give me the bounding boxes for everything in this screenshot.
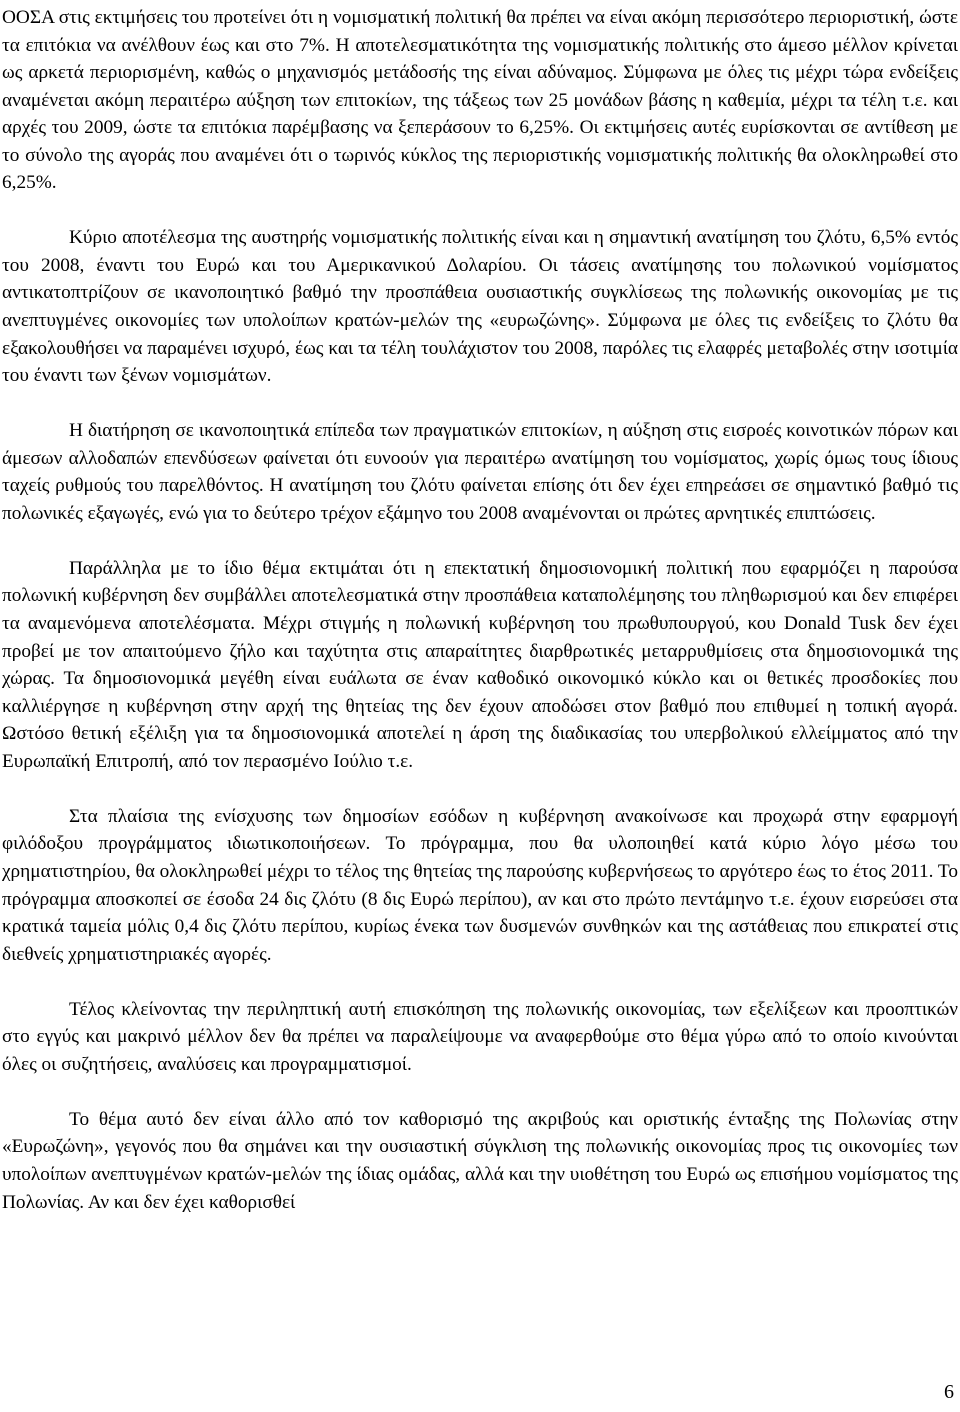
paragraph-privatization-program: Στα πλαίσια της ενίσχυσης των δημοσίων εσόδων η κυβέρνηση ανακοίνωσε και προχωρά στην εφαρμογή φιλόδοξου προγράμματος ιδιωτικοποιήσεων. Το πρόγραμμα, που θα υλοποιηθεί κατά κύριο λόγο μέσω του χρηματιστηρίου, θα ολοκληρωθεί μέχρι το τέλος της θητείας της παρούσης κυβερνήσεως το αργότερο έως το έτος 2011. Το πρόγραμμα αποσκοπεί σε έσοδα 24 δις ζλότυ (8 δις Ευρώ περίπου), αν και στο πρώτο πεντάμηνο τ.ε. έχουν εισρεύσει στα κρατικά ταμεία μόλις 0,4 δις ζλότυ περίπου, κυρίως ένεκα των δυσμενών συνθηκών και της αστάθειας που επικρατεί στις διεθνείς χρηματιστηριακές αγορές. (2, 805, 958, 965)
paragraph-spacer (2, 527, 958, 555)
paragraph-spacer (2, 197, 958, 225)
paragraph-spacer (2, 968, 958, 996)
paragraph-closing-overview: Τέλος κλείνοντας την περιληπτική αυτή επισκόπηση της πολωνικής οικονομίας, των εξελίξεων και προοπτικών στο εγγύς και μακρινό μέλλον δεν θα πρέπει να παραλείψουμε να αναφερθούμε στο θέμα γύρω από το οποίο κινούνται όλες οι συζητήσεις, αναλύσεις και προγραμματισμοί. (2, 998, 958, 1075)
paragraph-real-interest-rates: Η διατήρηση σε ικανοποιητικά επίπεδα των πραγματικών επιτοκίων, η αύξηση στις εισροές κοινοτικών πόρων και άμεσων αλλοδαπών επενδύσεων φαίνεται ότι ευνοούν για περαιτέρω ανατίμηση του νομίσματος, χωρίς όμως τους ίδιους ταχείς ρυθμούς του παρελθόντος. Η ανατίμηση του ζλότυ φαίνεται επίσης ότι δεν έχει επηρεάσει σε σημαντικό βαθμό τις πολωνικές εξαγωγές, ενώ για το δεύτερο τρέχον εξάμηνο του 2008 αναμένονται οι πρώτες αρνητικές επιπτώσεις. (2, 420, 958, 524)
paragraph-eurozone-entry: Το θέμα αυτό δεν είναι άλλο από τον καθορισμό της ακριβούς και οριστικής ένταξης της Πολωνίας στην «Ευρωζώνη», γεγονός που θα σημάνει και την ουσιαστική σύγκλιση της πολωνικής οικονομίας προς τις οικονομίες των υπολοίπων ανεπτυγμένων κρατών-μελών της ίδιας ομάδας, αλλά και την υιοθέτηση του Ευρώ ως επισήμου νομίσματος της Πολωνίας. Αν και δεν έχει καθορισθεί (2, 1108, 958, 1213)
paragraph-fiscal-policy: Παράλληλα με το ίδιο θέμα εκτιμάται ότι η επεκτατική δημοσιονομική πολιτική που εφαρμόζει η παρούσα πολωνική κυβέρνηση δεν συμβάλλει αποτελεσματικά στην προσπάθεια καταπολέμησης του πληθωρισμού και δεν επιφέρει τα αναμενόμενα αποτελέσματα. Μέχρι στιγμής η πολωνική κυβέρνηση του πρωθυπουργού, κου Donald Tusk δεν έχει προβεί με τον απαιτούμενο ζήλο και ταχύτητα στις απαραίτητες διαρθρωτικές μεταρρυθμίσεις στα δημοσιονομικά της χώρας. Τα δημοσιονομικά μεγέθη είναι ευάλωτα σε έναν καθοδικό οικονομικό κύκλο και οι θετικές προσδοκίες που καλλιέργησε η κυβέρνηση στην αρχή της θητείας της δεν έχουν αποδώσει στον βαθμό που επιθυμεί η τοπική αγορά. Ωστόσο θετική εξέλιξη για τα δημοσιονομικά αποτελεί η άρση της διαδικασίας του υπερβολικού ελλείμματος από την Ευρωπαϊκή Επιτροπή, από τον περασμένο Ιούλιο τ.ε. (2, 557, 958, 772)
paragraph-monetary-policy-forecast: ΟΟΣΑ στις εκτιμήσεις του προτείνει ότι η νομισματική πολιτική θα πρέπει να είναι ακόμη περισσότερο περιοριστική, ώστε τα επιτόκια να ανέλθουν έως και στο 7%. Η αποτελεσματικότητα της νομισματικής πολιτικής στο άμεσο μέλλον κρίνεται ως αρκετά περιορισμένη, καθώς ο μηχανισμός μετάδοσής της είναι αδύναμος. Σύμφωνα με όλες τις μέχρι τώρα ενδείξεις αναμένεται ακόμη περαιτέρω αύξηση των επιτοκίων, της τάξεως των 25 μονάδων βάσης η καθεμία, μέχρι τα τέλη τ.ε. και αρχές του 2009, ώστε τα επιτόκια παρέμβασης να ξεπεράσουν το 6,25%. Οι εκτιμήσεις αυτές ευρίσκονται σε αντίθεση με το σύνολο της αγοράς που αναμένει ότι ο τωρινός κύκλος της περιοριστικής νομισματικής πολιτικής θα ολοκληρωθεί στο 6,25%. (2, 7, 958, 194)
paragraph-zloty-appreciation: Κύριο αποτέλεσμα της αυστηρής νομισματικής πολιτικής είναι και η σημαντική ανατίμηση του ζλότυ, 6,5% εντός του 2008, έναντι του Ευρώ και του Αμερικανικού Δολαρίου. Οι τάσεις ανατίμησης του πολωνικού νομίσματος αντικατοπτρίζουν σε ικανοποιητικό βαθμό την προσπάθεια ουσιαστικής συγκλίσεως της πολωνικής οικονομίας με τις ανεπτυγμένες οικονομίες των υπολοίπων κρατών-μελών της «ευρωζώνης». Σύμφωνα με όλες τις ενδείξεις το ζλότυ θα εξακολουθήσει να παραμένει ισχυρό, έως και τα τέλη τουλάχιστον του 2008, παρόλες τις ελαφρές μεταβολές στην ισοτιμία του έναντι των ξένων νομισμάτων. (2, 227, 958, 387)
paragraph-spacer (2, 390, 958, 418)
paragraph-spacer (2, 775, 958, 803)
paragraph-spacer (2, 1078, 958, 1106)
page-number: 6 (944, 1381, 954, 1403)
